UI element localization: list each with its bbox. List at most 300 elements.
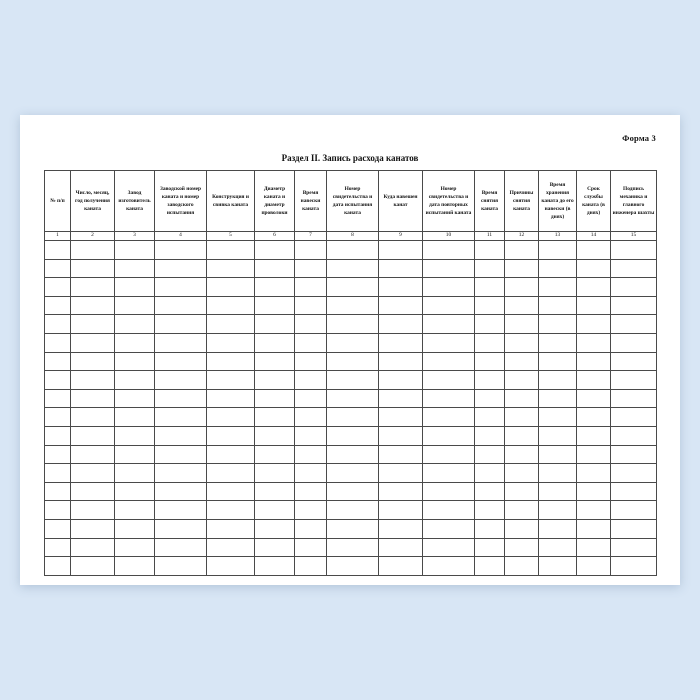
table-cell-empty[interactable] (611, 389, 657, 408)
table-cell-empty[interactable] (475, 482, 505, 501)
table-cell-empty[interactable] (475, 352, 505, 371)
table-cell-empty[interactable] (475, 519, 505, 538)
table-cell-empty[interactable] (155, 501, 207, 520)
table-cell-empty[interactable] (71, 501, 115, 520)
table-cell-empty[interactable] (611, 296, 657, 315)
table-cell-empty[interactable] (423, 352, 475, 371)
table-cell-empty[interactable] (115, 389, 155, 408)
table-cell-empty[interactable] (207, 538, 255, 557)
table-cell-empty[interactable] (379, 296, 423, 315)
table-cell-empty[interactable] (155, 557, 207, 576)
table-cell-empty[interactable] (611, 426, 657, 445)
table-cell-empty[interactable] (539, 371, 577, 390)
table-cell-empty[interactable] (327, 557, 379, 576)
table-cell-empty[interactable] (207, 371, 255, 390)
table-cell-empty[interactable] (207, 519, 255, 538)
table-cell-empty[interactable] (475, 557, 505, 576)
table-cell-empty[interactable] (577, 296, 611, 315)
column-header-12: Причины снятия каната (505, 171, 539, 232)
table-row[interactable] (45, 445, 657, 464)
table-cell-empty[interactable] (115, 278, 155, 297)
table-cell-empty[interactable] (505, 426, 539, 445)
table-cell-empty[interactable] (207, 352, 255, 371)
table-cell-empty[interactable] (423, 333, 475, 352)
table-cell-empty[interactable] (577, 464, 611, 483)
table-cell-empty[interactable] (295, 278, 327, 297)
table-cell-empty[interactable] (505, 371, 539, 390)
table-cell-empty[interactable] (45, 259, 71, 278)
table-cell-empty[interactable] (45, 445, 71, 464)
table-cell-empty[interactable] (115, 241, 155, 260)
table-cell-empty[interactable] (577, 557, 611, 576)
column-header-14: Срок службы каната (в днях) (577, 171, 611, 232)
table-cell-empty[interactable] (379, 557, 423, 576)
table-cell-empty[interactable] (379, 501, 423, 520)
table-cell-empty[interactable] (255, 519, 295, 538)
table-cell-empty[interactable] (379, 241, 423, 260)
table-cell-empty[interactable] (155, 426, 207, 445)
table-cell-empty[interactable] (115, 557, 155, 576)
table-cell-empty[interactable] (475, 464, 505, 483)
table-cell-empty[interactable] (255, 408, 295, 427)
table-cell-empty[interactable] (71, 352, 115, 371)
table-cell-empty[interactable] (295, 241, 327, 260)
table-cell-empty[interactable] (505, 352, 539, 371)
table-cell-empty[interactable] (475, 371, 505, 390)
table-cell-empty[interactable] (155, 296, 207, 315)
table-cell-empty[interactable] (155, 315, 207, 334)
table-cell-empty[interactable] (327, 315, 379, 334)
table-cell-empty[interactable] (295, 501, 327, 520)
table-cell-empty[interactable] (475, 426, 505, 445)
table-cell-empty[interactable] (423, 408, 475, 427)
table-cell-empty[interactable] (71, 426, 115, 445)
table-cell-empty[interactable] (295, 333, 327, 352)
table-cell-empty[interactable] (577, 371, 611, 390)
table-cell-empty[interactable] (327, 371, 379, 390)
table-cell-empty[interactable] (611, 333, 657, 352)
table-cell-empty[interactable] (505, 538, 539, 557)
table-cell-empty[interactable] (295, 538, 327, 557)
table-cell-empty[interactable] (505, 408, 539, 427)
table-cell-empty[interactable] (255, 557, 295, 576)
table-cell-empty[interactable] (611, 259, 657, 278)
column-number-5: 5 (207, 232, 255, 241)
table-cell-empty[interactable] (71, 371, 115, 390)
table-cell-empty[interactable] (207, 501, 255, 520)
page-title: Раздел II. Запись расхода канатов (281, 153, 419, 163)
table-row[interactable] (45, 501, 657, 520)
table-cell-empty[interactable] (379, 371, 423, 390)
table-cell-empty[interactable] (207, 241, 255, 260)
table-cell-empty[interactable] (115, 333, 155, 352)
table-cell-empty[interactable] (539, 333, 577, 352)
table-cell-empty[interactable] (45, 557, 71, 576)
table-cell-empty[interactable] (611, 371, 657, 390)
table-cell-empty[interactable] (155, 464, 207, 483)
table-cell-empty[interactable] (115, 501, 155, 520)
table-cell-empty[interactable] (611, 315, 657, 334)
table-cell-empty[interactable] (45, 296, 71, 315)
table-cell-empty[interactable] (505, 482, 539, 501)
table-cell-empty[interactable] (255, 501, 295, 520)
table-cell-empty[interactable] (327, 241, 379, 260)
table-cell-empty[interactable] (475, 501, 505, 520)
table-cell-empty[interactable] (45, 501, 71, 520)
table-cell-empty[interactable] (327, 445, 379, 464)
table-cell-empty[interactable] (155, 408, 207, 427)
table-cell-empty[interactable] (255, 445, 295, 464)
table-cell-empty[interactable] (577, 445, 611, 464)
table-cell-empty[interactable] (115, 482, 155, 501)
table-cell-empty[interactable] (115, 259, 155, 278)
table-cell-empty[interactable] (45, 315, 71, 334)
table-cell-empty[interactable] (611, 557, 657, 576)
table-cell-empty[interactable] (475, 315, 505, 334)
table-cell-empty[interactable] (539, 501, 577, 520)
table-cell-empty[interactable] (423, 259, 475, 278)
table-cell-empty[interactable] (505, 259, 539, 278)
table-row[interactable] (45, 519, 657, 538)
table-cell-empty[interactable] (207, 557, 255, 576)
table-cell-empty[interactable] (611, 352, 657, 371)
table-cell-empty[interactable] (207, 464, 255, 483)
table-cell-empty[interactable] (379, 278, 423, 297)
table-cell-empty[interactable] (539, 296, 577, 315)
table-cell-empty[interactable] (505, 519, 539, 538)
table-cell-empty[interactable] (539, 538, 577, 557)
table-cell-empty[interactable] (379, 538, 423, 557)
table-cell-empty[interactable] (295, 426, 327, 445)
table-cell-empty[interactable] (423, 445, 475, 464)
table-cell-empty[interactable] (611, 408, 657, 427)
column-header-3: Завод изготовитель каната (115, 171, 155, 232)
table-cell-empty[interactable] (577, 501, 611, 520)
table-cell-empty[interactable] (115, 538, 155, 557)
table-cell-empty[interactable] (71, 408, 115, 427)
table-cell-empty[interactable] (295, 408, 327, 427)
table-cell-empty[interactable] (327, 296, 379, 315)
table-row[interactable] (45, 315, 657, 334)
table-cell-empty[interactable] (115, 519, 155, 538)
table-cell-empty[interactable] (379, 408, 423, 427)
table-row[interactable] (45, 296, 657, 315)
table-cell-empty[interactable] (115, 445, 155, 464)
table-cell-empty[interactable] (505, 315, 539, 334)
table-cell-empty[interactable] (327, 389, 379, 408)
table-cell-empty[interactable] (577, 259, 611, 278)
table-cell-empty[interactable] (115, 426, 155, 445)
table-cell-empty[interactable] (475, 445, 505, 464)
table-cell-empty[interactable] (207, 259, 255, 278)
table-cell-empty[interactable] (475, 538, 505, 557)
column-header-5: Конструкция и свивка каната (207, 171, 255, 232)
table-cell-empty[interactable] (295, 464, 327, 483)
table-cell-empty[interactable] (577, 315, 611, 334)
table-cell-empty[interactable] (475, 333, 505, 352)
table-cell-empty[interactable] (577, 519, 611, 538)
table-cell-empty[interactable] (611, 538, 657, 557)
table-cell-empty[interactable] (45, 371, 71, 390)
table-cell-empty[interactable] (207, 296, 255, 315)
table-cell-empty[interactable] (611, 445, 657, 464)
table-cell-empty[interactable] (115, 352, 155, 371)
table-row[interactable] (45, 389, 657, 408)
table-cell-empty[interactable] (539, 445, 577, 464)
table-cell-empty[interactable] (255, 538, 295, 557)
column-header-13: Время хранения каната до его навески (в днях) (539, 171, 577, 232)
table-cell-empty[interactable] (295, 557, 327, 576)
table-cell-empty[interactable] (45, 426, 71, 445)
table-cell-empty[interactable] (71, 482, 115, 501)
table-cell-empty[interactable] (255, 482, 295, 501)
table-header-row (45, 171, 657, 232)
table-cell-empty[interactable] (71, 557, 115, 576)
table-cell-empty[interactable] (255, 278, 295, 297)
table-cell-empty[interactable] (505, 389, 539, 408)
table-cell-empty[interactable] (539, 557, 577, 576)
table-cell-empty[interactable] (255, 259, 295, 278)
table-cell-empty[interactable] (577, 482, 611, 501)
table-cell-empty[interactable] (155, 371, 207, 390)
table-cell-empty[interactable] (539, 352, 577, 371)
table-cell-empty[interactable] (423, 371, 475, 390)
table-cell-empty[interactable] (45, 389, 71, 408)
table-cell-empty[interactable] (539, 389, 577, 408)
table-cell-empty[interactable] (611, 464, 657, 483)
table-row[interactable] (45, 557, 657, 576)
table-cell-empty[interactable] (115, 464, 155, 483)
table-cell-empty[interactable] (423, 315, 475, 334)
table-cell-empty[interactable] (71, 445, 115, 464)
table-cell-empty[interactable] (611, 501, 657, 520)
table-cell-empty[interactable] (295, 482, 327, 501)
table-cell-empty[interactable] (207, 482, 255, 501)
table-cell-empty[interactable] (295, 259, 327, 278)
table-cell-empty[interactable] (327, 278, 379, 297)
table-cell-empty[interactable] (475, 408, 505, 427)
table-cell-empty[interactable] (71, 315, 115, 334)
table-cell-empty[interactable] (255, 333, 295, 352)
table-row[interactable] (45, 241, 657, 260)
table-cell-empty[interactable] (155, 519, 207, 538)
table-cell-empty[interactable] (155, 259, 207, 278)
table-cell-empty[interactable] (207, 408, 255, 427)
table-cell-empty[interactable] (327, 408, 379, 427)
table-row[interactable] (45, 538, 657, 557)
table-cell-empty[interactable] (539, 315, 577, 334)
table-cell-empty[interactable] (327, 352, 379, 371)
table-cell-empty[interactable] (379, 352, 423, 371)
table-cell-empty[interactable] (255, 352, 295, 371)
table-cell-empty[interactable] (255, 426, 295, 445)
table-cell-empty[interactable] (207, 333, 255, 352)
table-cell-empty[interactable] (327, 259, 379, 278)
table-cell-empty[interactable] (475, 241, 505, 260)
table-cell-empty[interactable] (505, 464, 539, 483)
table-cell-empty[interactable] (207, 445, 255, 464)
table-row[interactable] (45, 371, 657, 390)
table-cell-empty[interactable] (379, 426, 423, 445)
table-cell-empty[interactable] (327, 482, 379, 501)
table-cell-empty[interactable] (207, 426, 255, 445)
column-header-9: Куда навешен канат (379, 171, 423, 232)
table-cell-empty[interactable] (295, 296, 327, 315)
table-cell-empty[interactable] (505, 296, 539, 315)
table-cell-empty[interactable] (295, 389, 327, 408)
table-cell-empty[interactable] (155, 445, 207, 464)
table-cell-empty[interactable] (45, 408, 71, 427)
table-cell-empty[interactable] (577, 352, 611, 371)
table-cell-empty[interactable] (295, 352, 327, 371)
table-cell-empty[interactable] (295, 371, 327, 390)
table-cell-empty[interactable] (577, 241, 611, 260)
table-cell-empty[interactable] (71, 464, 115, 483)
table-cell-empty[interactable] (505, 501, 539, 520)
table-cell-empty[interactable] (45, 464, 71, 483)
table-cell-empty[interactable] (539, 241, 577, 260)
table-cell-empty[interactable] (71, 241, 115, 260)
table-cell-empty[interactable] (379, 482, 423, 501)
table-cell-empty[interactable] (475, 389, 505, 408)
table-cell-empty[interactable] (423, 482, 475, 501)
table-cell-empty[interactable] (577, 408, 611, 427)
table-cell-empty[interactable] (379, 519, 423, 538)
table-cell-empty[interactable] (155, 241, 207, 260)
table-cell-empty[interactable] (505, 557, 539, 576)
table-cell-empty[interactable] (577, 426, 611, 445)
table-row[interactable] (45, 482, 657, 501)
table-cell-empty[interactable] (577, 278, 611, 297)
table-row[interactable] (45, 333, 657, 352)
table-cell-empty[interactable] (577, 389, 611, 408)
table-cell-empty[interactable] (327, 333, 379, 352)
table-row[interactable] (45, 464, 657, 483)
table-cell-empty[interactable] (71, 278, 115, 297)
table-cell-empty[interactable] (539, 278, 577, 297)
table-cell-empty[interactable] (255, 389, 295, 408)
table-cell-empty[interactable] (255, 315, 295, 334)
table-row[interactable] (45, 408, 657, 427)
table-cell-empty[interactable] (423, 464, 475, 483)
table-cell-empty[interactable] (539, 408, 577, 427)
table-cell-empty[interactable] (505, 241, 539, 260)
table-cell-empty[interactable] (327, 538, 379, 557)
table-cell-empty[interactable] (155, 538, 207, 557)
table-cell-empty[interactable] (577, 333, 611, 352)
table-cell-empty[interactable] (379, 333, 423, 352)
table-cell-empty[interactable] (45, 519, 71, 538)
table-cell-empty[interactable] (539, 519, 577, 538)
table-cell-empty[interactable] (327, 501, 379, 520)
table-cell-empty[interactable] (115, 296, 155, 315)
table-cell-empty[interactable] (423, 241, 475, 260)
table-cell-empty[interactable] (45, 333, 71, 352)
table-cell-empty[interactable] (327, 426, 379, 445)
table-cell-empty[interactable] (71, 259, 115, 278)
table-cell-empty[interactable] (295, 315, 327, 334)
table-row[interactable] (45, 352, 657, 371)
table-cell-empty[interactable] (475, 278, 505, 297)
table-cell-empty[interactable] (611, 278, 657, 297)
table-cell-empty[interactable] (155, 482, 207, 501)
table-cell-empty[interactable] (423, 389, 475, 408)
table-cell-empty[interactable] (423, 278, 475, 297)
table-cell-empty[interactable] (45, 352, 71, 371)
table-cell-empty[interactable] (423, 538, 475, 557)
table-row[interactable] (45, 278, 657, 297)
table-cell-empty[interactable] (71, 519, 115, 538)
table-cell-empty[interactable] (539, 464, 577, 483)
column-header-1: № п/п (45, 171, 71, 232)
table-cell-empty[interactable] (71, 296, 115, 315)
table-cell-empty[interactable] (207, 389, 255, 408)
table-cell-empty[interactable] (255, 296, 295, 315)
table-cell-empty[interactable] (423, 519, 475, 538)
table-cell-empty[interactable] (379, 315, 423, 334)
table-cell-empty[interactable] (155, 333, 207, 352)
table-cell-empty[interactable] (71, 333, 115, 352)
table-cell-empty[interactable] (611, 519, 657, 538)
table-cell-empty[interactable] (539, 482, 577, 501)
table-cell-empty[interactable] (577, 538, 611, 557)
table-cell-empty[interactable] (379, 464, 423, 483)
table-cell-empty[interactable] (255, 241, 295, 260)
table-cell-empty[interactable] (255, 464, 295, 483)
table-cell-empty[interactable] (327, 519, 379, 538)
table-cell-empty[interactable] (45, 241, 71, 260)
table-cell-empty[interactable] (295, 519, 327, 538)
table-cell-empty[interactable] (115, 371, 155, 390)
table-cell-empty[interactable] (295, 445, 327, 464)
table-cell-empty[interactable] (155, 389, 207, 408)
table-cell-empty[interactable] (207, 278, 255, 297)
table-cell-empty[interactable] (379, 389, 423, 408)
table-cell-empty[interactable] (611, 241, 657, 260)
table-cell-empty[interactable] (207, 315, 255, 334)
table-cell-empty[interactable] (379, 259, 423, 278)
table-cell-empty[interactable] (539, 259, 577, 278)
table-cell-empty[interactable] (611, 482, 657, 501)
table-cell-empty[interactable] (505, 333, 539, 352)
table-cell-empty[interactable] (423, 557, 475, 576)
table-cell-empty[interactable] (155, 278, 207, 297)
table-cell-empty[interactable] (423, 426, 475, 445)
table-cell-empty[interactable] (115, 408, 155, 427)
table-cell-empty[interactable] (115, 315, 155, 334)
table-cell-empty[interactable] (475, 259, 505, 278)
column-number-13: 13 (539, 232, 577, 241)
table-cell-empty[interactable] (255, 371, 295, 390)
table-cell-empty[interactable] (505, 278, 539, 297)
table-cell-empty[interactable] (71, 389, 115, 408)
table-column-number-row (45, 232, 657, 241)
table-cell-empty[interactable] (155, 352, 207, 371)
table-cell-empty[interactable] (45, 482, 71, 501)
table-cell-empty[interactable] (423, 501, 475, 520)
table-cell-empty[interactable] (539, 426, 577, 445)
table-cell-empty[interactable] (71, 538, 115, 557)
table-cell-empty[interactable] (423, 296, 475, 315)
table-cell-empty[interactable] (475, 296, 505, 315)
table-cell-empty[interactable] (327, 464, 379, 483)
table-cell-empty[interactable] (45, 278, 71, 297)
table-cell-empty[interactable] (45, 538, 71, 557)
table-cell-empty[interactable] (505, 445, 539, 464)
table-row[interactable] (45, 426, 657, 445)
table-cell-empty[interactable] (379, 445, 423, 464)
table-row[interactable] (45, 259, 657, 278)
